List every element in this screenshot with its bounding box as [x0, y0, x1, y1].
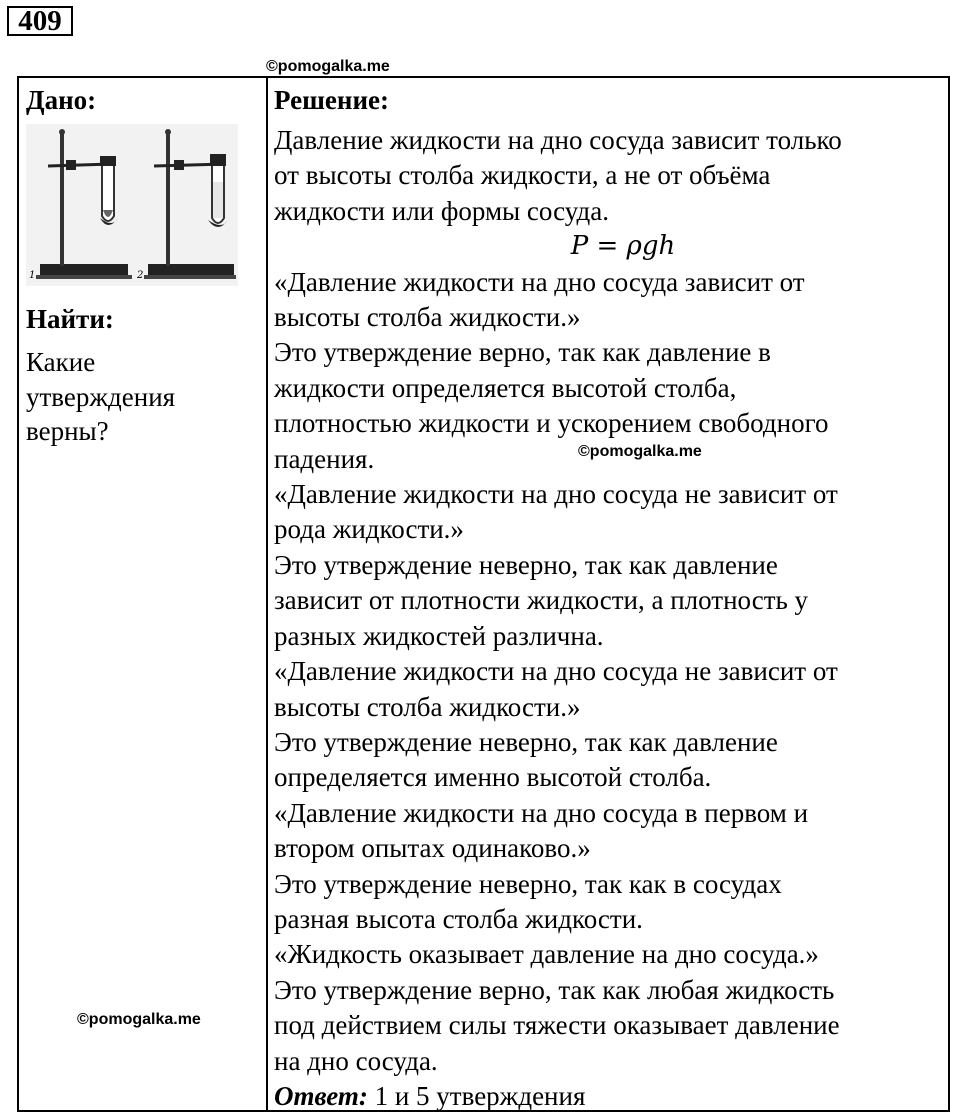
explanation-2: Это утверждение неверно, так как давление — [274, 549, 778, 580]
solution-line: Давление жидкости на дно сосуда зависит только — [274, 125, 842, 155]
figure-label-1: 1 — [29, 270, 36, 281]
watermark: ©pomogalka.me — [578, 443, 702, 460]
explanation-1: плотностью жидкости и ускорением свободного — [274, 408, 829, 439]
statement-2: «Давление жидкости на дно сосуда не зависит от — [274, 479, 838, 510]
solution-text — [274, 123, 944, 1114]
explanation-2: разных жидкостей различна. — [274, 620, 604, 651]
find-line: верны? — [26, 416, 109, 446]
statement-3: высоты столба жидкости.» — [274, 691, 581, 722]
answer-line — [274, 1079, 944, 1114]
answer-label: Ответ: — [274, 1080, 368, 1111]
explanation-3: определяется именно высотой столба. — [274, 762, 712, 793]
statement-3: «Давление жидкости на дно сосуда не зависит от — [274, 656, 838, 687]
solution-line: жидкости или формы сосуда. — [274, 195, 609, 226]
given-column — [26, 78, 260, 449]
statement-5: «Жидкость оказывает давление на дно сосуда.» — [274, 939, 819, 970]
watermark: ©pomogalka.me — [266, 58, 390, 75]
explanation-4: Это утверждение неверно, так как в сосудах — [274, 868, 782, 899]
statement-1: высоты столба жидкости.» — [274, 302, 581, 333]
find-question — [26, 345, 260, 449]
solution-table — [17, 76, 950, 1112]
explanation-5: Это утверждение верно, так как любая жидкость — [274, 974, 835, 1005]
explanation-1: жидкости определяется высотой столба, — [274, 372, 737, 403]
solution-column — [274, 78, 944, 1114]
problem-number: 409 — [7, 6, 73, 36]
given-heading: Дано: — [26, 85, 97, 115]
lab-stand-figure — [26, 124, 238, 286]
solution-heading: Решение: — [274, 85, 389, 115]
statement-1: «Давление жидкости на дно сосуда зависит от — [274, 266, 805, 297]
answer-text: 1 и 5 утверждения — [367, 1080, 586, 1111]
find-line: Какие — [26, 347, 96, 377]
find-line: утверждения — [26, 381, 176, 412]
statement-4: втором опытах одинаково.» — [274, 833, 591, 864]
solution-line: от высоты столба жидкости, а не от объёма — [274, 160, 771, 191]
explanation-5: под действием силы тяжести оказывает давление — [274, 1010, 840, 1041]
pressure-formula: P = ρgh — [570, 231, 676, 262]
explanation-1: Это утверждение верно, так как давление в — [274, 337, 771, 368]
column-divider — [266, 78, 268, 1110]
statement-4: «Давление жидкости на дно сосуда в первом и — [274, 797, 809, 828]
explanation-5: на дно сосуда. — [274, 1045, 438, 1076]
statement-2: рода жидкости.» — [274, 514, 464, 545]
find-heading: Найти: — [26, 304, 114, 334]
watermark: ©pomogalka.me — [77, 1011, 201, 1028]
explanation-3: Это утверждение неверно, так как давление — [274, 726, 778, 757]
explanation-2: зависит от плотности жидкости, а плотность у — [274, 585, 809, 616]
figure-label-2: 2 — [137, 270, 144, 281]
explanation-4: разная высота столба жидкости. — [274, 903, 643, 934]
explanation-1: падения. — [274, 443, 375, 474]
